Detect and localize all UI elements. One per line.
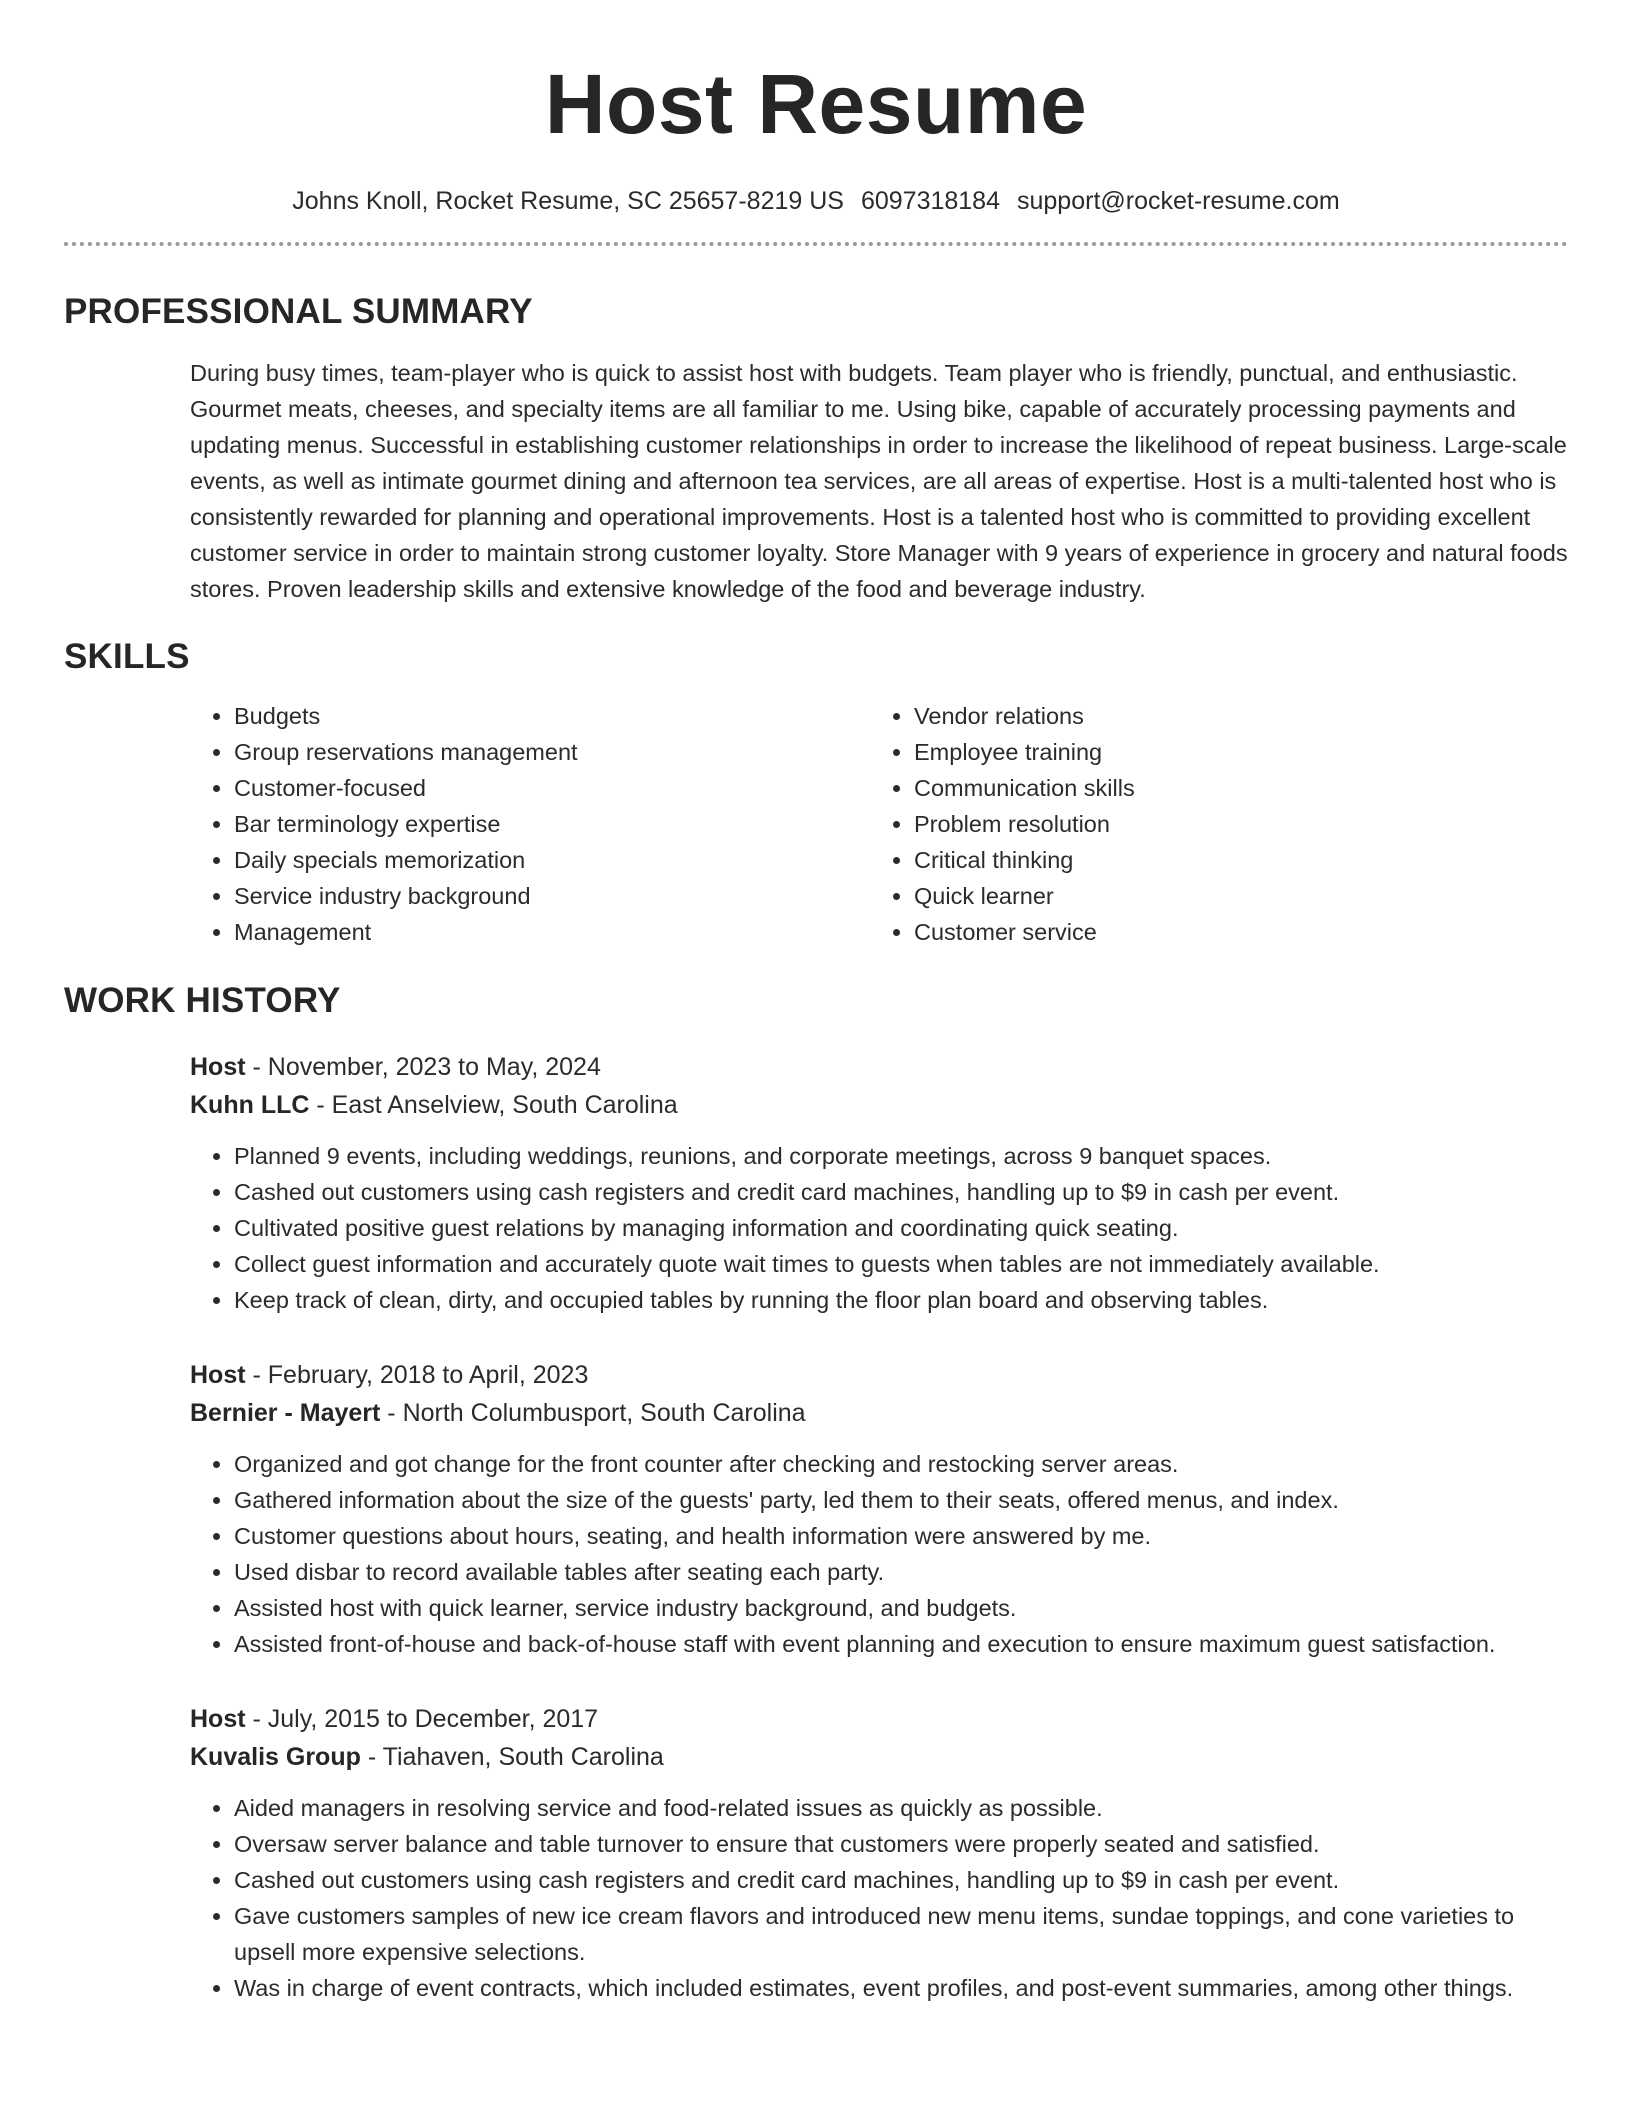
contact-email: support@rocket-resume.com [1017,187,1340,215]
job-duty: • Oversaw server balance and table turnover to ensure that customers were properly seated and satisfied. [234,1826,1568,1862]
job-duty: • Customer questions about hours, seating, and health information were answered by me. [234,1518,1568,1554]
job-dates: - July, 2015 to December, 2017 [245,1705,599,1733]
job-company: Bernier - Mayert [190,1399,381,1427]
skill-item: • Daily specials memorization [234,842,870,878]
resume-page [64,0,1568,2006]
job-duties [190,1446,1568,1662]
job-company-line [190,1086,1568,1124]
job-duty: • Cashed out customers using cash registers and credit card machines, handling up to $9 in cash per event. [234,1862,1568,1898]
job-role: Host [190,1361,246,1389]
work-history-heading: WORK HISTORY [64,981,341,1020]
work-history-section [64,980,1568,2006]
job-duty: • Gathered information about the size of the guests' party, led them to their seats, offered menus, and index. [234,1482,1568,1518]
job-duty: • Planned 9 events, including weddings, reunions, and corporate meetings, across 9 banquet spaces. [234,1138,1568,1174]
skill-item: • Bar terminology expertise [234,806,870,842]
job-company: Kuhn LLC [190,1091,310,1119]
header-divider [64,242,1568,246]
job-duty: • Gave customers samples of new ice cream flavors and introduced new menu items, sundae toppings, and cone varieties to upsell more expensive selections. [234,1898,1568,1970]
skill-item: • Budgets [234,698,870,734]
skill-item: • Problem resolution [914,806,1135,842]
skill-item: • Quick learner [914,878,1135,914]
job-duty: • Assisted front-of-house and back-of-house staff with event planning and execution to ensure maximum guest satisfaction. [234,1626,1568,1662]
job-duty: • Cashed out customers using cash registers and credit card machines, handling up to $9 in cash per event. [234,1174,1568,1210]
skill-item: • Vendor relations [914,698,1135,734]
summary-text: During busy times, team-player who is quick to assist host with budgets. Team player who is friendly, punctual, and enthusiastic. Gourmet meats, cheeses, and specialty items are all familiar to me. Using bike, capable of accurately processing payments and updating menus. Successful in establishing customer relationships in order to increase the likelihood of repeat business. Large-scale events, as well as intimate gourmet dining and afternoon tea services, are all areas of expertise. Host is a multi-talented host who is consistently rewarded for planning and operational improvements. Host is a talented host who is committed to providing excellent customer service in order to maintain strong customer loyalty. Store Manager with 9 years of experience in grocery and natural foods stores. Proven leadership skills and extensive knowledge of the food and beverage industry. [190,360,1568,602]
job-company-line [190,1394,1568,1432]
skill-item: • Employee training [914,734,1135,770]
contact-address: Johns Knoll, Rocket Resume, SC 25657-8219 US [292,187,844,215]
job-dates: - February, 2018 to April, 2023 [245,1361,589,1389]
job-entry [190,1048,1568,1318]
job-location: - Tiahaven, South Carolina [360,1743,664,1771]
summary-section [64,291,1568,607]
job-duties [190,1790,1568,2006]
resume-title: Host Resume [544,57,1088,151]
skill-item: • Critical thinking [914,842,1135,878]
skills-heading: SKILLS [64,637,190,676]
skill-item: • Customer-focused [234,770,870,806]
job-location: - North Columbusport, South Carolina [380,1399,806,1427]
skills-column-1 [190,698,870,950]
job-dates: - November, 2023 to May, 2024 [245,1053,601,1081]
job-title-line [190,1700,1568,1738]
summary-heading: PROFESSIONAL SUMMARY [64,292,533,331]
job-entry [190,1356,1568,1662]
skills-section [64,636,1568,950]
job-duty: • Organized and got change for the front counter after checking and restocking server areas. [234,1446,1568,1482]
skill-item: • Communication skills [914,770,1135,806]
skill-item: • Group reservations management [234,734,870,770]
job-duty: • Used disbar to record available tables after seating each party. [234,1554,1568,1590]
job-entry [190,1700,1568,2006]
skills-column-2 [870,698,1135,950]
job-duty: • Cultivated positive guest relations by managing information and coordinating quick seating. [234,1210,1568,1246]
skill-item: • Service industry background [234,878,870,914]
skill-item: • Customer service [914,914,1135,950]
contact-phone: 6097318184 [860,187,1000,215]
job-duty: • Keep track of clean, dirty, and occupied tables by running the floor plan board and observing tables. [234,1282,1568,1318]
job-company: Kuvalis Group [190,1743,361,1771]
job-duty: • Aided managers in resolving service and food-related issues as quickly as possible. [234,1790,1568,1826]
job-duties [190,1138,1568,1318]
job-role: Host [190,1705,246,1733]
job-role: Host [190,1053,246,1081]
job-duty: • Was in charge of event contracts, which included estimates, event profiles, and post-event summaries, among other things. [234,1970,1568,2006]
job-company-line [190,1738,1568,1776]
job-location: - East Anselview, South Carolina [309,1091,678,1119]
skills-columns [190,698,1568,950]
job-title-line [190,1048,1568,1086]
job-title-line [190,1356,1568,1394]
job-duty: • Assisted host with quick learner, service industry background, and budgets. [234,1590,1568,1626]
job-duty: • Collect guest information and accurately quote wait times to guests when tables are not immediately available. [234,1246,1568,1282]
contact-line [64,186,1568,216]
skill-item: • Management [234,914,870,950]
